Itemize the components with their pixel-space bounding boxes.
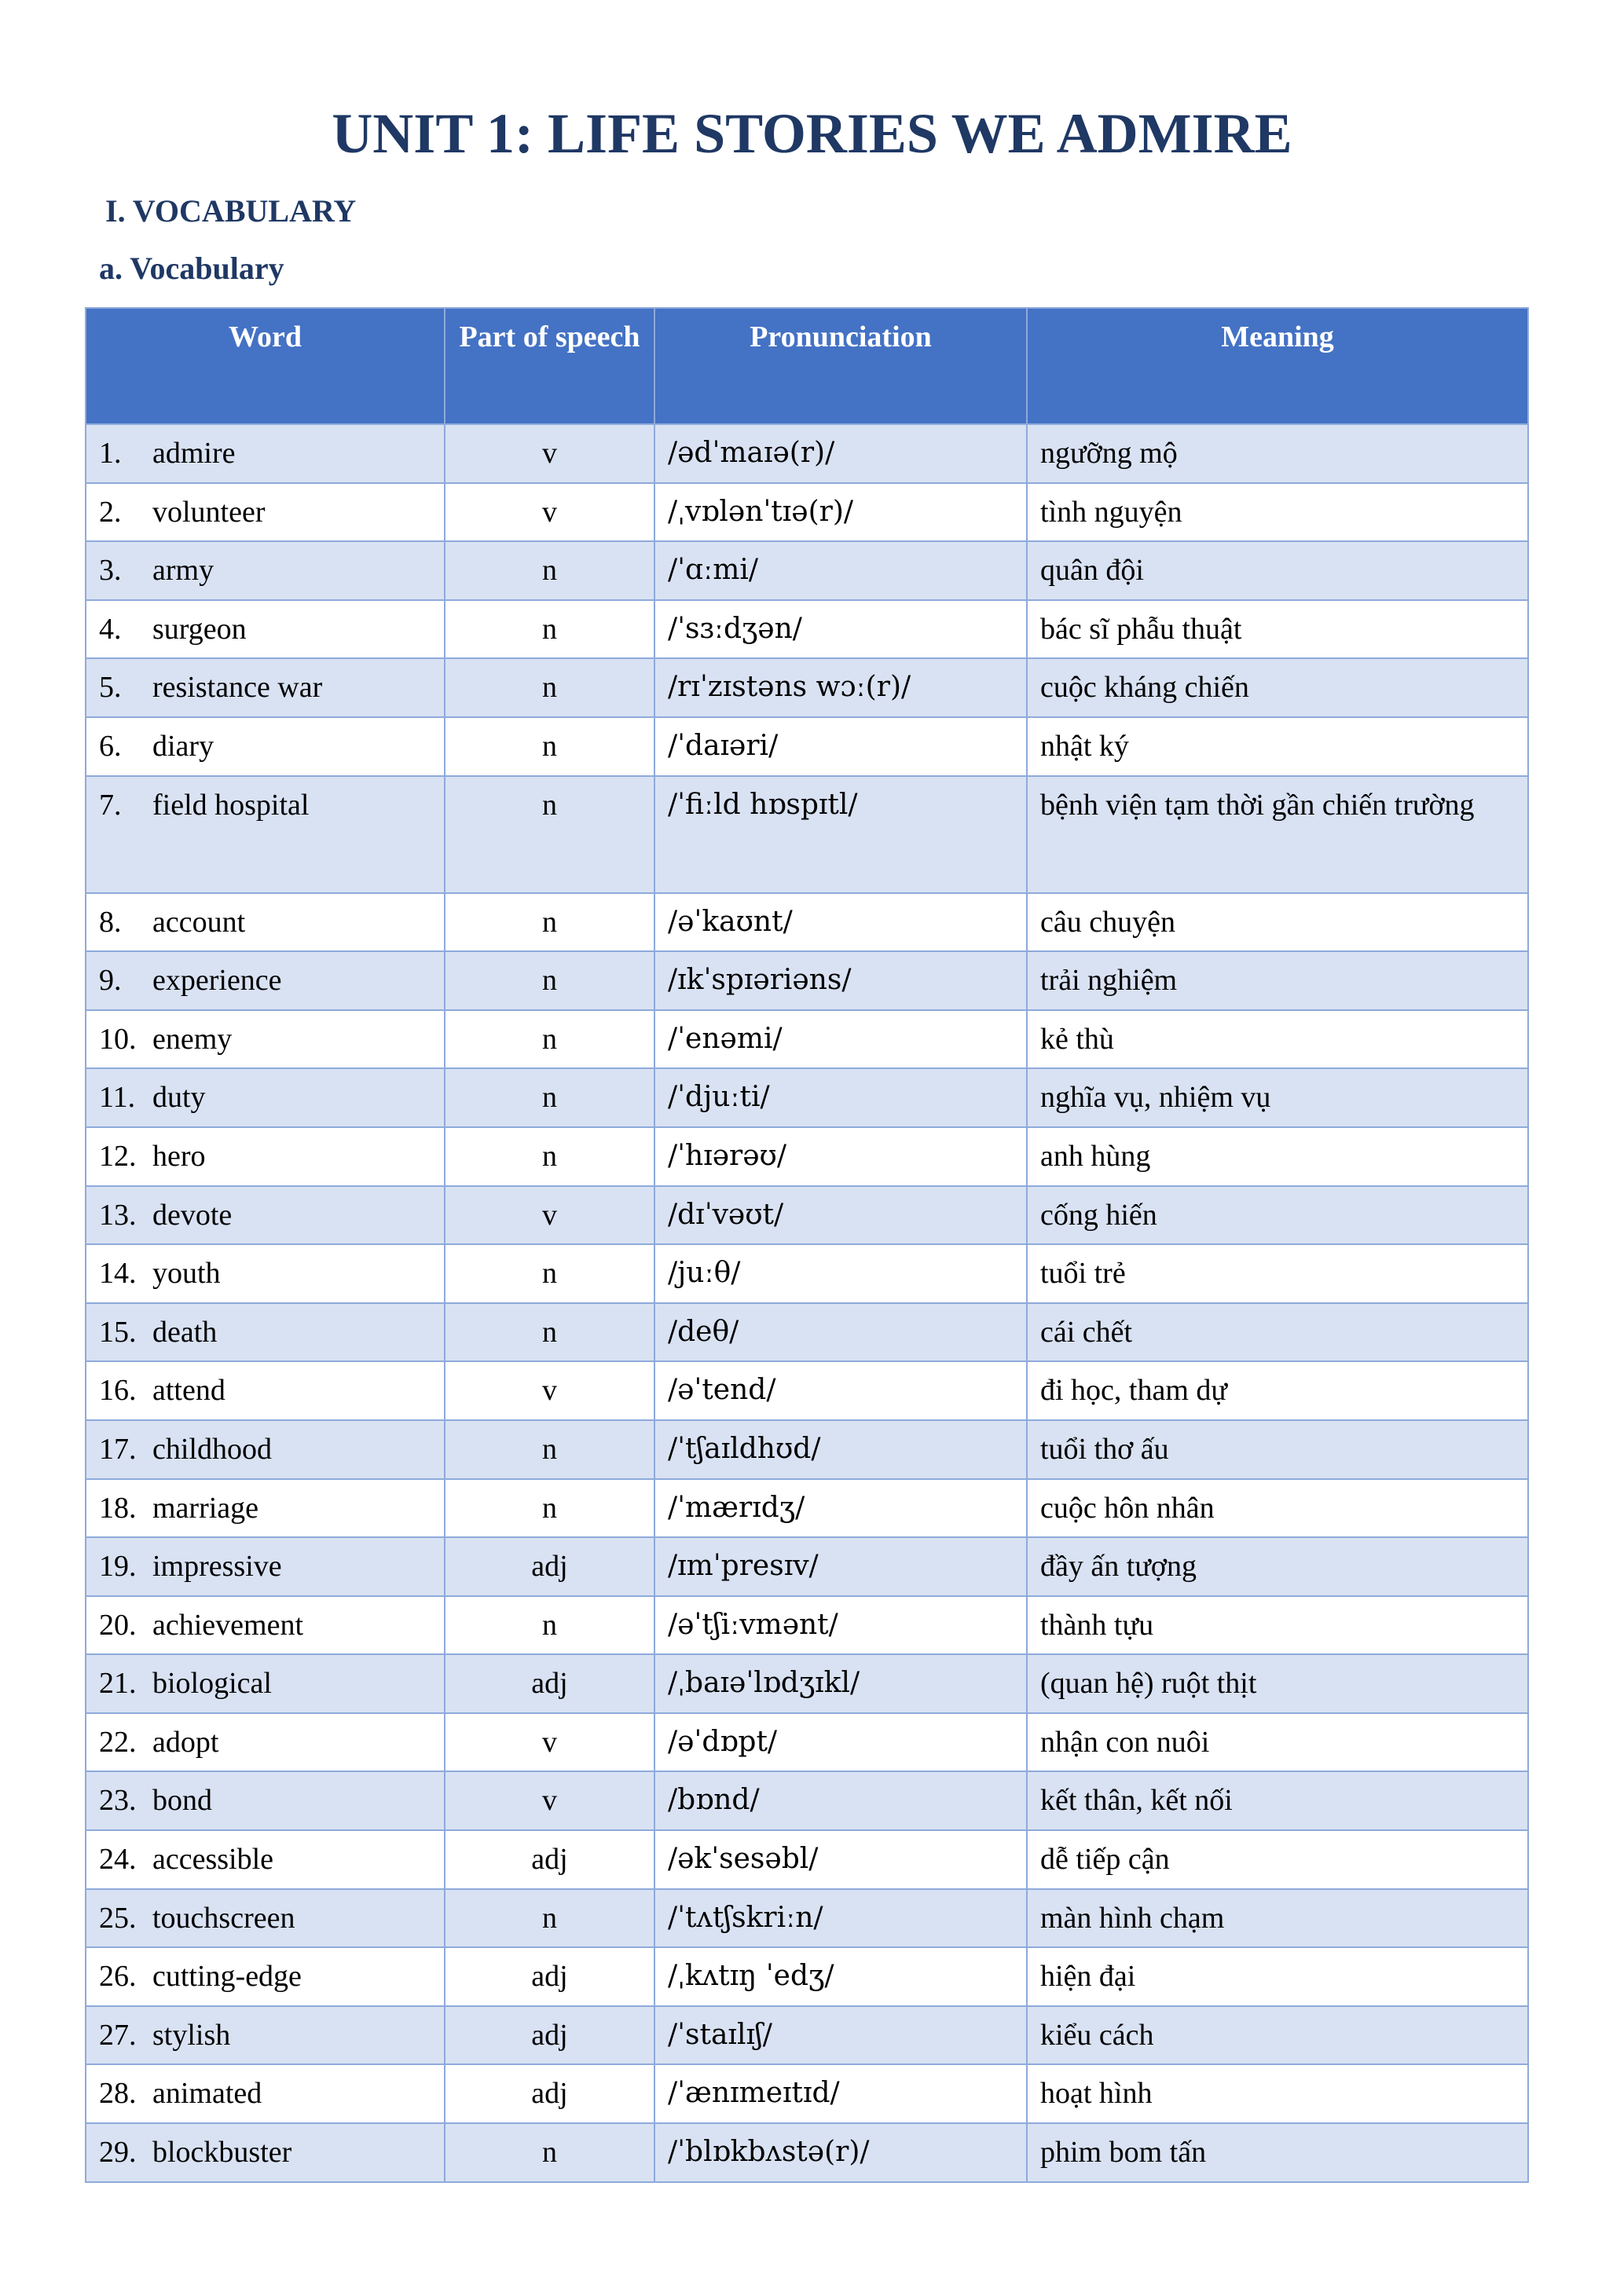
cell-pronunciation: /ˌvɒlənˈtɪə(r)/ (654, 483, 1027, 542)
table-row (86, 424, 1528, 483)
row-number: 10. (99, 1022, 137, 1056)
cell-part-of-speech: n (445, 1068, 654, 1127)
word-text: achievement (152, 1608, 304, 1642)
word-text: childhood (152, 1432, 272, 1466)
row-number: 15. (99, 1315, 137, 1349)
row-number: 7. (99, 788, 122, 822)
cell-pronunciation: /ˈtʃaɪldhʊd/ (654, 1420, 1027, 1479)
header-word: Word (86, 308, 445, 424)
cell-pronunciation: /ˈmærɪdʒ/ (654, 1479, 1027, 1538)
word-text: blockbuster (152, 2136, 292, 2170)
cell-pronunciation: /juːθ/ (654, 1244, 1027, 1303)
table-row (86, 1654, 1528, 1713)
table-row (86, 717, 1528, 776)
table-row (86, 1537, 1528, 1596)
row-number: 18. (99, 1491, 137, 1525)
cell-part-of-speech: v (445, 1771, 654, 1830)
table-row (86, 1361, 1528, 1420)
row-number: 25. (99, 1901, 137, 1935)
row-number: 23. (99, 1784, 137, 1818)
table-row (86, 1186, 1528, 1245)
table-row (86, 600, 1528, 659)
cell-part-of-speech: v (445, 1713, 654, 1772)
word-text: adopt (152, 1725, 219, 1759)
cell-part-of-speech: adj (445, 1537, 654, 1596)
header-meaning: Meaning (1027, 308, 1528, 424)
cell-pronunciation: /ɪmˈpresɪv/ (654, 1537, 1027, 1596)
cell-part-of-speech: adj (445, 1654, 654, 1713)
cell-meaning: kiểu cách (1027, 2006, 1528, 2065)
row-number: 17. (99, 1432, 137, 1466)
cell-pronunciation: /ˈɑːmi/ (654, 541, 1027, 600)
word-text: youth (152, 1257, 221, 1291)
cell-word (86, 2064, 445, 2123)
cell-pronunciation: /ˈenəmi/ (654, 1010, 1027, 1069)
word-text: touchscreen (152, 1901, 295, 1935)
word-text: volunteer (152, 495, 266, 529)
row-number: 20. (99, 1608, 137, 1642)
header-pronunciation: Pronunciation (654, 308, 1027, 424)
vocabulary-table (85, 307, 1529, 2183)
table-row (86, 541, 1528, 600)
row-number: 24. (99, 1843, 137, 1877)
word-text: attend (152, 1374, 225, 1408)
cell-meaning: nhật ký (1027, 717, 1528, 776)
cell-part-of-speech: n (445, 1889, 654, 1948)
table-row (86, 1596, 1528, 1655)
cell-pronunciation: /ˌbaɪəˈlɒdʒɪkl/ (654, 1654, 1027, 1713)
word-text: death (152, 1315, 218, 1349)
row-number: 16. (99, 1374, 137, 1408)
subsection-heading: a. Vocabulary (99, 251, 284, 286)
cell-pronunciation: /ˌkʌtɪŋ ˈedʒ/ (654, 1947, 1027, 2006)
cell-pronunciation: /ɪkˈspɪəriəns/ (654, 951, 1027, 1010)
cell-word (86, 1303, 445, 1362)
word-text: duty (152, 1081, 206, 1115)
cell-word (86, 1010, 445, 1069)
cell-part-of-speech: adj (445, 1830, 654, 1889)
cell-meaning: trải nghiệm (1027, 951, 1528, 1010)
table-row (86, 658, 1528, 717)
cell-meaning: (quan hệ) ruột thịt (1027, 1654, 1528, 1713)
cell-meaning: quân đội (1027, 541, 1528, 600)
word-text: resistance war (152, 671, 323, 705)
cell-word (86, 1830, 445, 1889)
cell-word (86, 776, 445, 893)
table-row (86, 1068, 1528, 1127)
cell-word (86, 893, 445, 952)
cell-pronunciation: /ˈhɪərəʊ/ (654, 1127, 1027, 1186)
row-number: 6. (99, 729, 122, 763)
table-row (86, 1244, 1528, 1303)
cell-part-of-speech: n (445, 658, 654, 717)
row-number: 27. (99, 2018, 137, 2052)
row-number: 22. (99, 1725, 137, 1759)
cell-part-of-speech: n (445, 1010, 654, 1069)
cell-pronunciation: /əˈdɒpt/ (654, 1713, 1027, 1772)
table-row (86, 1127, 1528, 1186)
row-number: 2. (99, 495, 122, 529)
cell-pronunciation: /ˈsɜːdʒən/ (654, 600, 1027, 659)
cell-part-of-speech: n (445, 1127, 654, 1186)
cell-part-of-speech: v (445, 1361, 654, 1420)
section-heading: I. VOCABULARY (105, 193, 357, 229)
cell-part-of-speech: n (445, 717, 654, 776)
cell-pronunciation: /ˈdaɪəri/ (654, 717, 1027, 776)
cell-word (86, 1361, 445, 1420)
cell-part-of-speech: adj (445, 1947, 654, 2006)
table-row (86, 2006, 1528, 2065)
cell-meaning: bác sĩ phẫu thuật (1027, 600, 1528, 659)
cell-part-of-speech: n (445, 1596, 654, 1655)
cell-meaning: cuộc hôn nhân (1027, 1479, 1528, 1538)
cell-pronunciation: /ˈblɒkbʌstə(r)/ (654, 2123, 1027, 2182)
table-row (86, 1303, 1528, 1362)
cell-meaning: thành tựu (1027, 1596, 1528, 1655)
cell-meaning: màn hình chạm (1027, 1889, 1528, 1948)
row-number: 19. (99, 1550, 137, 1584)
cell-word (86, 1713, 445, 1772)
cell-part-of-speech: n (445, 893, 654, 952)
cell-meaning: nhận con nuôi (1027, 1713, 1528, 1772)
word-text: account (152, 905, 246, 939)
word-text: animated (152, 2077, 262, 2111)
cell-meaning: đầy ấn tượng (1027, 1537, 1528, 1596)
cell-pronunciation: /ˈfiːld hɒspɪtl/ (654, 776, 1027, 893)
word-text: marriage (152, 1491, 259, 1525)
cell-pronunciation: /əkˈsesəbl/ (654, 1830, 1027, 1889)
cell-meaning: tuổi thơ ấu (1027, 1420, 1528, 1479)
cell-pronunciation: /ˈdjuːti/ (654, 1068, 1027, 1127)
word-text: experience (152, 964, 282, 998)
cell-meaning: nghĩa vụ, nhiệm vụ (1027, 1068, 1528, 1127)
row-number: 29. (99, 2136, 137, 2170)
cell-part-of-speech: n (445, 1244, 654, 1303)
cell-pronunciation: /rɪˈzɪstəns wɔː(r)/ (654, 658, 1027, 717)
cell-meaning: câu chuyện (1027, 893, 1528, 952)
cell-meaning: cái chết (1027, 1303, 1528, 1362)
word-text: devote (152, 1198, 233, 1232)
row-number: 28. (99, 2077, 137, 2111)
word-text: army (152, 554, 214, 588)
cell-word (86, 1537, 445, 1596)
word-text: field hospital (152, 788, 310, 822)
table-row (86, 1010, 1528, 1069)
cell-meaning: kết thân, kết nối (1027, 1771, 1528, 1830)
cell-pronunciation: /əˈtend/ (654, 1361, 1027, 1420)
cell-part-of-speech: adj (445, 2064, 654, 2123)
cell-pronunciation: /bɒnd/ (654, 1771, 1027, 1830)
table-row (86, 1771, 1528, 1830)
cell-word (86, 1068, 445, 1127)
cell-meaning: cống hiến (1027, 1186, 1528, 1245)
word-text: stylish (152, 2018, 231, 2052)
cell-pronunciation: /deθ/ (654, 1303, 1027, 1362)
row-number: 3. (99, 554, 122, 588)
word-text: hero (152, 1139, 206, 1173)
table-header-row (86, 308, 1528, 424)
row-number: 11. (99, 1081, 136, 1115)
cell-part-of-speech: n (445, 541, 654, 600)
cell-part-of-speech: n (445, 2123, 654, 2182)
cell-meaning: ngưỡng mộ (1027, 424, 1528, 483)
table-row (86, 1830, 1528, 1889)
table-row (86, 1947, 1528, 2006)
table-row (86, 2064, 1528, 2123)
page-title: UNIT 1: LIFE STORIES WE ADMIRE (332, 102, 1292, 165)
word-text: accessible (152, 1843, 274, 1877)
vocabulary-table-body (86, 424, 1528, 2182)
row-number: 5. (99, 671, 122, 705)
word-text: enemy (152, 1022, 233, 1056)
row-number: 12. (99, 1139, 137, 1173)
table-row (86, 2123, 1528, 2182)
cell-word (86, 717, 445, 776)
cell-word (86, 2006, 445, 2065)
cell-part-of-speech: adj (445, 2006, 654, 2065)
word-text: cutting-edge (152, 1960, 302, 1994)
cell-word (86, 1186, 445, 1245)
table-row (86, 1713, 1528, 1772)
cell-pronunciation: /ˈænɪmeɪtɪd/ (654, 2064, 1027, 2123)
cell-pronunciation: /dɪˈvəʊt/ (654, 1186, 1027, 1245)
cell-meaning: anh hùng (1027, 1127, 1528, 1186)
word-text: admire (152, 437, 236, 470)
cell-meaning: đi học, tham dự (1027, 1361, 1528, 1420)
cell-meaning: cuộc kháng chiến (1027, 658, 1528, 717)
row-number: 9. (99, 964, 122, 998)
table-row (86, 1479, 1528, 1538)
cell-word (86, 658, 445, 717)
cell-word (86, 1420, 445, 1479)
cell-word (86, 1244, 445, 1303)
cell-word (86, 1947, 445, 2006)
table-row (86, 1889, 1528, 1948)
row-number: 13. (99, 1198, 137, 1232)
table-row (86, 483, 1528, 542)
cell-word (86, 600, 445, 659)
cell-part-of-speech: n (445, 776, 654, 893)
cell-part-of-speech: n (445, 1420, 654, 1479)
cell-pronunciation: /ˈstaɪlɪʃ/ (654, 2006, 1027, 2065)
cell-meaning: phim bom tấn (1027, 2123, 1528, 2182)
cell-part-of-speech: n (445, 951, 654, 1010)
cell-pronunciation: /ədˈmaɪə(r)/ (654, 424, 1027, 483)
cell-meaning: tình nguyện (1027, 483, 1528, 542)
cell-part-of-speech: v (445, 483, 654, 542)
cell-part-of-speech: n (445, 1479, 654, 1538)
cell-part-of-speech: n (445, 600, 654, 659)
cell-meaning: kẻ thù (1027, 1010, 1528, 1069)
cell-pronunciation: /əˈkaʊnt/ (654, 893, 1027, 952)
cell-meaning: dễ tiếp cận (1027, 1830, 1528, 1889)
cell-word (86, 1127, 445, 1186)
table-row (86, 1420, 1528, 1479)
word-text: surgeon (152, 612, 247, 646)
cell-pronunciation: /ˈtʌtʃskriːn/ (654, 1889, 1027, 1948)
cell-part-of-speech: v (445, 1186, 654, 1245)
cell-word (86, 1771, 445, 1830)
cell-meaning: tuổi trẻ (1027, 1244, 1528, 1303)
word-text: impressive (152, 1550, 282, 1584)
cell-pronunciation: /əˈtʃiːvmənt/ (654, 1596, 1027, 1655)
cell-part-of-speech: v (445, 424, 654, 483)
cell-word (86, 2123, 445, 2182)
cell-word (86, 483, 445, 542)
word-text: biological (152, 1667, 272, 1701)
row-number: 4. (99, 612, 122, 646)
row-number: 8. (99, 905, 122, 939)
cell-word (86, 951, 445, 1010)
word-text: bond (152, 1784, 212, 1818)
cell-word (86, 424, 445, 483)
cell-meaning: hoạt hình (1027, 2064, 1528, 2123)
cell-meaning: bệnh viện tạm thời gần chiến trường (1027, 776, 1528, 893)
header-part-of-speech: Part of speech (445, 308, 654, 424)
cell-word (86, 541, 445, 600)
row-number: 26. (99, 1960, 137, 1994)
row-number: 1. (99, 437, 122, 470)
table-row (86, 893, 1528, 952)
cell-word (86, 1889, 445, 1948)
cell-meaning: hiện đại (1027, 1947, 1528, 2006)
cell-word (86, 1654, 445, 1713)
cell-part-of-speech: n (445, 1303, 654, 1362)
table-row (86, 776, 1528, 893)
cell-word (86, 1596, 445, 1655)
table-row (86, 951, 1528, 1010)
word-text: diary (152, 729, 214, 763)
cell-word (86, 1479, 445, 1538)
row-number: 21. (99, 1667, 137, 1701)
row-number: 14. (99, 1257, 137, 1291)
